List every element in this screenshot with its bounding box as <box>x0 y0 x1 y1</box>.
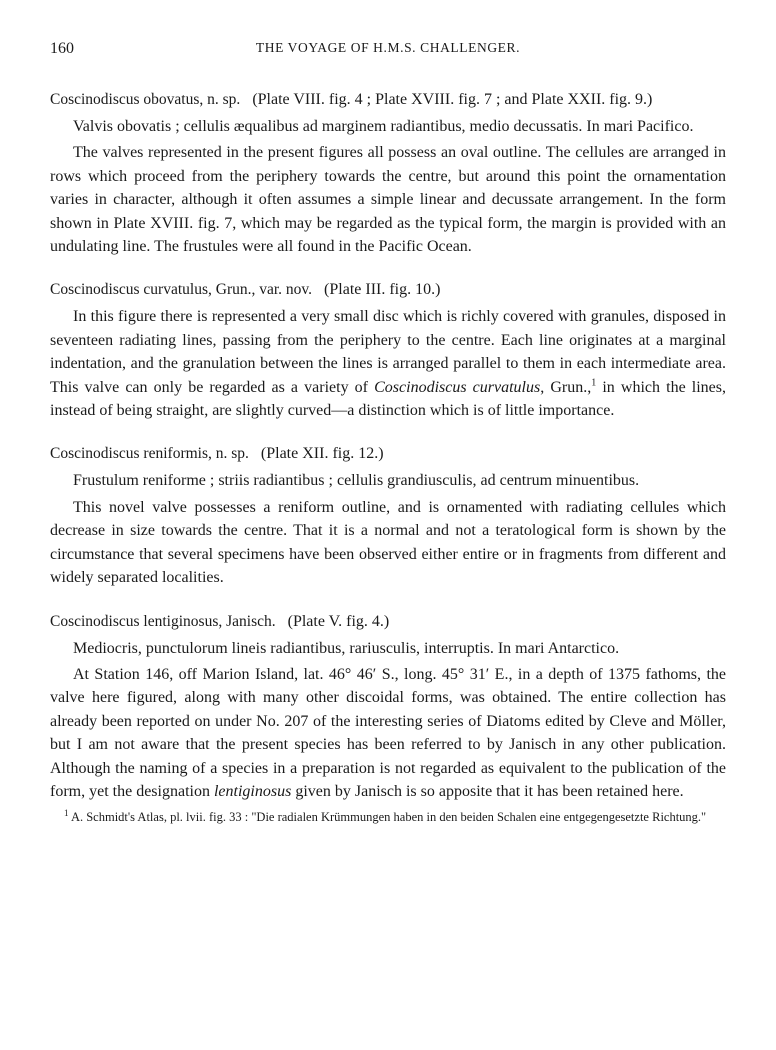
footnote <box>50 809 726 826</box>
latin-diagnosis: Mediocris, punctulorum lineis radiantibus, rariusculis, interruptis. In mari Antarctico. <box>73 639 620 657</box>
entry-coscinodiscus-lentiginosus <box>50 610 726 804</box>
running-title: THE VOYAGE OF H.M.S. CHALLENGER. <box>255 40 521 55</box>
entry-heading <box>50 442 726 465</box>
plate-reference: (Plate XII. fig. 12.) <box>260 445 384 463</box>
description-paragraph <box>50 663 726 803</box>
taxon-name: Coscinodiscus reniformis, n. sp. <box>50 445 249 463</box>
entry-coscinodiscus-obovatus <box>50 88 726 258</box>
description-paragraph: The valves represented in the present figures all possess an oval outline. The cellules are arranged in rows which proceed from the periphery towards the centre, but around this point the ornamentation varies in character, although it often assumes a simple linear and decussate arrangement. In the form shown in Plate XVIII. fig. 7, which may be regarded as the typical form, the margin is provided with an undulating line. The frustules were all found in the Pacific Ocean. <box>50 144 726 256</box>
italic-species-name: lentiginosus <box>213 782 292 800</box>
footnote-marker: 1 <box>64 808 69 819</box>
description-paragraph: This novel valve possesses a reniform outline, and is ornamented with radiating cellules which decrease in size towards the centre. That it is a normal and not a teratological form is shown by the circumstance that several specimens have been observed either entire or in fragments from different and widely separated localities. <box>50 498 726 587</box>
entry-coscinodiscus-reniformis <box>50 442 726 589</box>
taxon-name: Coscinodiscus lentiginosus, Janisch. <box>50 612 276 630</box>
plate-reference: (Plate V. fig. 4.) <box>287 612 390 630</box>
entry-heading <box>50 88 726 111</box>
text-run: , Grun., <box>540 378 592 396</box>
italic-species-name: Coscinodiscus curvatulus <box>374 378 541 396</box>
latin-diagnosis: Valvis obovatis ; cellulis æqualibus ad marginem radiantibus, medio decussatis. In mari Pacifico. <box>73 118 694 135</box>
taxon-name: Coscinodiscus obovatus, n. sp. <box>50 91 241 108</box>
running-head <box>50 40 726 62</box>
plate-reference: (Plate III. fig. 10.) <box>324 281 441 299</box>
entry-coscinodiscus-curvatulus <box>50 278 726 422</box>
entry-heading <box>50 610 726 633</box>
description-paragraph <box>50 305 726 422</box>
page-number: 160 <box>50 40 74 57</box>
text-run: given by Janisch is so apposite that it has been retained here. <box>291 782 684 800</box>
footnote-text: A. Schmidt's Atlas, pl. lvii. fig. 33 : "Die radialen Krümmungen haben in den beiden Schalen eine entgegengesetzte Richtung." <box>70 810 707 825</box>
text-run: In this figure there is represented a very small disc which is richly covered with granules, disposed in seventeen radiating lines, passing from the periphery to the centre. Each line originates at a marginal indentation, and the granulation between the lines is arranged parallel to them in each intermediate area. This valve can only be regarded as a variety of <box>50 308 726 396</box>
latin-diagnosis: Frustulum reniforme ; striis radiantibus ; cellulis grandiusculis, ad centrum minuentibus. <box>73 472 640 490</box>
plate-reference: (Plate VIII. fig. 4 ; Plate XVIII. fig. 7 ; and Plate XXII. fig. 9.) <box>252 91 653 108</box>
text-run: in which the lines, instead of being straight, are slightly curved—a distinction which is of little importance. <box>50 378 726 420</box>
page <box>50 40 726 839</box>
footnote-reference: 1 <box>591 377 597 389</box>
taxon-name: Coscinodiscus curvatulus, Grun., var. nov. <box>50 281 313 299</box>
text-run: At Station 146, off Marion Island, lat. 46° 46′ S., long. 45° 31′ E., in a depth of 1375 fathoms, the valve here figured, along with many other discoidal forms, was obtained. The entire collection has already been reported on under No. 207 of the interesting series of Diatoms edited by Cleve and Möller, but I am not aware that the present species has been referred to by Janisch in any other publication. Although the naming of a species in a preparation is not regarded as equivalent to the publication of the form, yet the designation <box>50 665 726 800</box>
entry-heading <box>50 278 726 301</box>
